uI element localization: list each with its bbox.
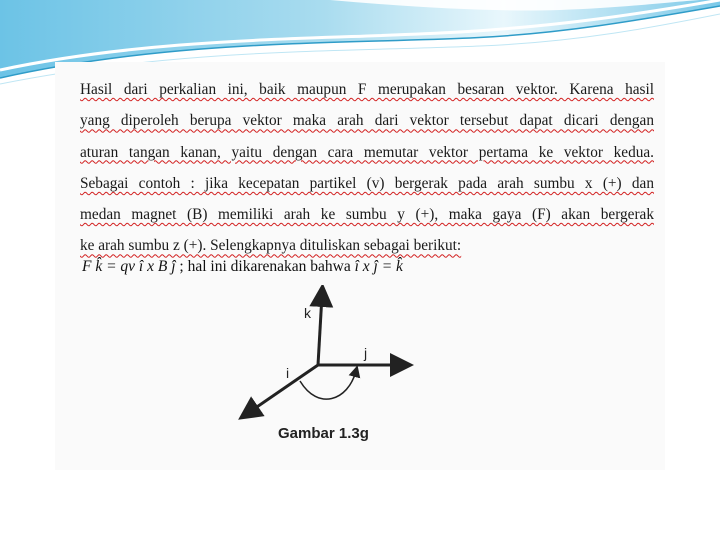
paragraph-line: Hasil dari perkalian ini, baik maupun F merupakan besaran vektor. Karena hasil (80, 81, 654, 98)
axis-label-j: j (364, 345, 368, 361)
rotation-arrow (300, 371, 356, 399)
figure-caption: Gambar 1.3g (278, 425, 369, 442)
k-axis (318, 295, 322, 365)
right-hand-axes-diagram (230, 285, 430, 425)
body-paragraph (80, 74, 654, 262)
equation-separator: ; hal ini dikarenakan bahwa (175, 258, 355, 275)
paragraph-line: yang diperoleh berupa vektor maka arah dari vektor tersebut dapat dicari dengan (80, 112, 654, 130)
cross-product-equation (82, 258, 403, 276)
paragraph-line: Sebagai contoh : jika kecepatan partikel (v) bergerak pada arah sumbu x (+) dan (80, 174, 654, 192)
axis-label-i: i (286, 365, 290, 381)
equation-left: F k̂ = qv î x B ĵ (82, 258, 176, 275)
paragraph-line: aturan tangan kanan, yaitu dengan cara memutar vektor pertama ke vektor kedua. (80, 143, 654, 161)
equation-right: î x ĵ = k̂ (354, 258, 403, 275)
axis-label-k: k (304, 305, 311, 321)
paragraph-line: ke arah sumbu z (+). Selengkapnya dituliskan sebagai berikut: (80, 237, 462, 255)
paragraph-line: medan magnet (B) memiliki arah ke sumbu y (+), maka gaya (F) akan bergerak (80, 206, 654, 224)
i-axis (248, 365, 318, 413)
